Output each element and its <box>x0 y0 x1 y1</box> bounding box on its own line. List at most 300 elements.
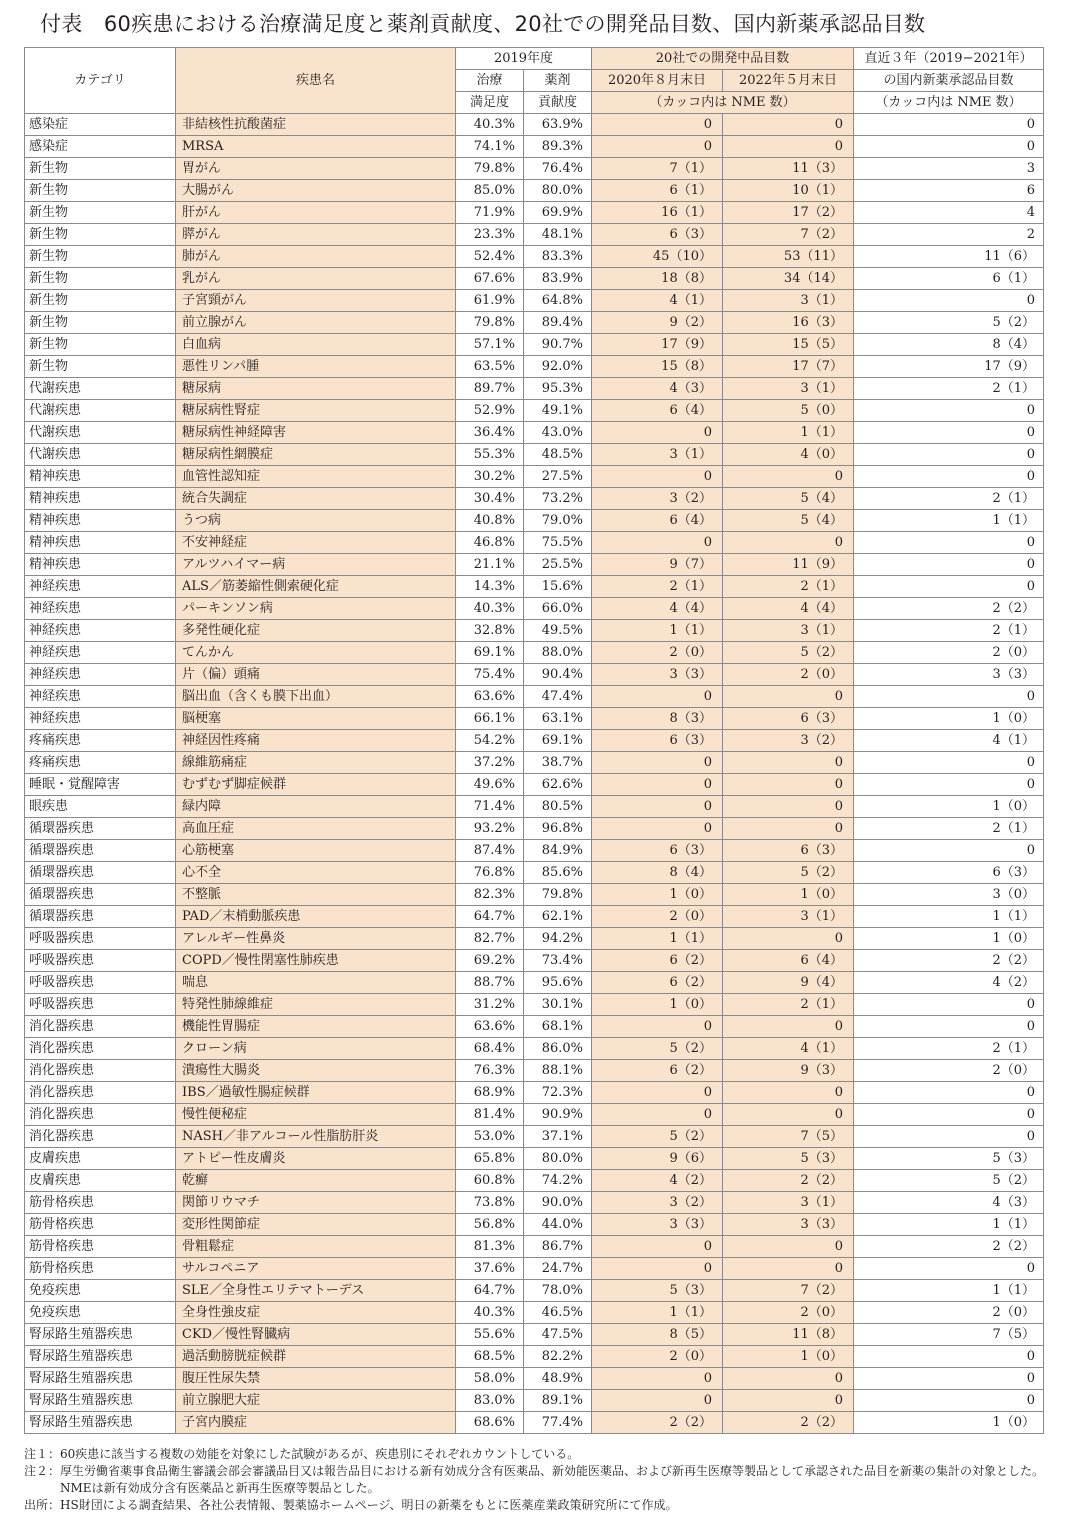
dev-2022-cell: 0 <box>723 136 854 158</box>
header-contribution-line2: 貢献度 <box>524 92 592 114</box>
table-row <box>25 818 1044 840</box>
table-row <box>25 884 1044 906</box>
disease-cell: 潰瘍性大腸炎 <box>176 1060 456 1082</box>
dev-2022-cell: 0 <box>723 1104 854 1126</box>
dev-2020-cell: 0 <box>592 532 723 554</box>
satisfaction-cell: 52.4% <box>456 246 524 268</box>
category-cell: 新生物 <box>25 334 176 356</box>
approval-cell: 0 <box>854 136 1044 158</box>
table-row <box>25 928 1044 950</box>
page-title: 付表 60疾患における治療満足度と薬剤貢献度、20社での開発品目数、国内新薬承認品目数 <box>40 12 926 36</box>
disease-cell: 特発性肺線維症 <box>176 994 456 1016</box>
disease-cell: 乳がん <box>176 268 456 290</box>
category-cell: 代謝疾患 <box>25 400 176 422</box>
contribution-cell: 69.1% <box>524 730 592 752</box>
dev-2020-cell: 3（2） <box>592 1192 723 1214</box>
contribution-cell: 74.2% <box>524 1170 592 1192</box>
dev-2020-cell: 0 <box>592 1082 723 1104</box>
approval-cell: 0 <box>854 114 1044 136</box>
table-row <box>25 378 1044 400</box>
disease-cell: 膵がん <box>176 224 456 246</box>
approval-cell: 6（3） <box>854 862 1044 884</box>
satisfaction-cell: 40.3% <box>456 598 524 620</box>
category-cell: 腎尿路生殖器疾患 <box>25 1368 176 1390</box>
disease-cell: 神経因性疼痛 <box>176 730 456 752</box>
dev-2022-cell: 2（2） <box>723 1412 854 1434</box>
satisfaction-cell: 66.1% <box>456 708 524 730</box>
disease-cell: 糖尿病性網膜症 <box>176 444 456 466</box>
dev-2022-cell: 9（3） <box>723 1060 854 1082</box>
table-row <box>25 708 1044 730</box>
approval-cell: 2（2） <box>854 1236 1044 1258</box>
contribution-cell: 89.4% <box>524 312 592 334</box>
satisfaction-cell: 76.8% <box>456 862 524 884</box>
disease-cell: 前立腺肥大症 <box>176 1390 456 1412</box>
category-cell: 神経疾患 <box>25 598 176 620</box>
dev-2020-cell: 4（4） <box>592 598 723 620</box>
dev-2020-cell: 0 <box>592 1258 723 1280</box>
dev-2022-cell: 0 <box>723 1368 854 1390</box>
dev-2020-cell: 0 <box>592 1104 723 1126</box>
dev-2020-cell: 0 <box>592 752 723 774</box>
table-row <box>25 576 1044 598</box>
dev-2022-cell: 53（11） <box>723 246 854 268</box>
table-row <box>25 862 1044 884</box>
contribution-cell: 84.9% <box>524 840 592 862</box>
satisfaction-cell: 60.8% <box>456 1170 524 1192</box>
table-row <box>25 136 1044 158</box>
satisfaction-cell: 81.4% <box>456 1104 524 1126</box>
approval-cell: 5（2） <box>854 312 1044 334</box>
table-row <box>25 224 1044 246</box>
dev-2020-cell: 3（1） <box>592 444 723 466</box>
approval-cell: 0 <box>854 774 1044 796</box>
disease-cell: 白血病 <box>176 334 456 356</box>
category-cell: 消化器疾患 <box>25 1038 176 1060</box>
dev-2020-cell: 4（2） <box>592 1170 723 1192</box>
disease-cell: 胃がん <box>176 158 456 180</box>
disease-cell: クローン病 <box>176 1038 456 1060</box>
table-row <box>25 422 1044 444</box>
table-row <box>25 488 1044 510</box>
dev-2022-cell: 5（2） <box>723 862 854 884</box>
table-row <box>25 554 1044 576</box>
dev-2020-cell: 8（5） <box>592 1324 723 1346</box>
approval-cell: 1（0） <box>854 796 1044 818</box>
header-year-2019: 2019年度 <box>456 48 592 70</box>
contribution-cell: 75.5% <box>524 532 592 554</box>
contribution-cell: 48.9% <box>524 1368 592 1390</box>
dev-2020-cell: 16（1） <box>592 202 723 224</box>
table-row <box>25 1214 1044 1236</box>
category-cell: 神経疾患 <box>25 708 176 730</box>
table-row <box>25 774 1044 796</box>
category-cell: 眼疾患 <box>25 796 176 818</box>
table-row <box>25 840 1044 862</box>
dev-2020-cell: 5（3） <box>592 1280 723 1302</box>
satisfaction-cell: 23.3% <box>456 224 524 246</box>
dev-2022-cell: 3（1） <box>723 378 854 400</box>
disease-cell: 糖尿病 <box>176 378 456 400</box>
dev-2022-cell: 1（0） <box>723 1346 854 1368</box>
dev-2020-cell: 1（0） <box>592 884 723 906</box>
approval-cell: 1（0） <box>854 1412 1044 1434</box>
dev-2020-cell: 1（0） <box>592 994 723 1016</box>
dev-2020-cell: 6（2） <box>592 1060 723 1082</box>
disease-cell: 血管性認知症 <box>176 466 456 488</box>
satisfaction-cell: 53.0% <box>456 1126 524 1148</box>
satisfaction-cell: 85.0% <box>456 180 524 202</box>
satisfaction-cell: 93.2% <box>456 818 524 840</box>
approval-cell: 0 <box>854 1390 1044 1412</box>
satisfaction-cell: 74.1% <box>456 136 524 158</box>
contribution-cell: 86.7% <box>524 1236 592 1258</box>
dev-2022-cell: 15（5） <box>723 334 854 356</box>
footnote-text: 厚生労働省薬事食品衛生審議会部会審議品目又は報告品目における新有効成分含有医薬品、新効能医薬品、および新再生医療等製品として承認された品目を新薬の集計の対象とした。NMEは新有効成分含有医薬品と新再生医療等製品とした。 <box>60 1464 1045 1495</box>
category-cell: 循環器疾患 <box>25 840 176 862</box>
contribution-cell: 89.3% <box>524 136 592 158</box>
contribution-cell: 48.1% <box>524 224 592 246</box>
satisfaction-cell: 68.5% <box>456 1346 524 1368</box>
header-dev-2020: 2020年８月末日 <box>592 70 723 92</box>
approval-cell: 8（4） <box>854 334 1044 356</box>
satisfaction-cell: 56.8% <box>456 1214 524 1236</box>
disease-cell: 機能性胃腸症 <box>176 1016 456 1038</box>
table-row <box>25 268 1044 290</box>
disease-cell: 統合失調症 <box>176 488 456 510</box>
category-cell: 皮膚疾患 <box>25 1170 176 1192</box>
contribution-cell: 69.9% <box>524 202 592 224</box>
satisfaction-cell: 83.0% <box>456 1390 524 1412</box>
table-row <box>25 906 1044 928</box>
dev-2020-cell: 9（6） <box>592 1148 723 1170</box>
dev-2022-cell: 17（7） <box>723 356 854 378</box>
footnotes <box>24 1446 1054 1514</box>
category-cell: 新生物 <box>25 312 176 334</box>
category-cell: 精神疾患 <box>25 466 176 488</box>
satisfaction-cell: 21.1% <box>456 554 524 576</box>
dev-2020-cell: 6（2） <box>592 950 723 972</box>
contribution-cell: 15.6% <box>524 576 592 598</box>
approval-cell: 2（0） <box>854 1302 1044 1324</box>
category-cell: 新生物 <box>25 202 176 224</box>
satisfaction-cell: 57.1% <box>456 334 524 356</box>
dev-2020-cell: 15（8） <box>592 356 723 378</box>
category-cell: 消化器疾患 <box>25 1060 176 1082</box>
contribution-cell: 62.6% <box>524 774 592 796</box>
dev-2020-cell: 2（1） <box>592 576 723 598</box>
category-cell: 新生物 <box>25 356 176 378</box>
category-cell: 新生物 <box>25 224 176 246</box>
satisfaction-cell: 64.7% <box>456 1280 524 1302</box>
disease-cell: 肺がん <box>176 246 456 268</box>
contribution-cell: 44.0% <box>524 1214 592 1236</box>
approval-cell: 2（1） <box>854 378 1044 400</box>
dev-2022-cell: 0 <box>723 114 854 136</box>
contribution-cell: 66.0% <box>524 598 592 620</box>
satisfaction-cell: 75.4% <box>456 664 524 686</box>
contribution-cell: 62.1% <box>524 906 592 928</box>
contribution-cell: 78.0% <box>524 1280 592 1302</box>
dev-2020-cell: 2（2） <box>592 1412 723 1434</box>
approval-cell: 6 <box>854 180 1044 202</box>
dev-2022-cell: 6（4） <box>723 950 854 972</box>
contribution-cell: 77.4% <box>524 1412 592 1434</box>
satisfaction-cell: 63.6% <box>456 686 524 708</box>
category-cell: 筋骨格疾患 <box>25 1236 176 1258</box>
dev-2020-cell: 0 <box>592 422 723 444</box>
contribution-cell: 49.5% <box>524 620 592 642</box>
disease-cell: 肝がん <box>176 202 456 224</box>
disease-cell: MRSA <box>176 136 456 158</box>
header-contribution-line1: 薬剤 <box>524 70 592 92</box>
category-cell: 消化器疾患 <box>25 1016 176 1038</box>
satisfaction-cell: 40.8% <box>456 510 524 532</box>
disease-cell: PAD／末梢動脈疾患 <box>176 906 456 928</box>
category-cell: 新生物 <box>25 180 176 202</box>
table-row <box>25 1170 1044 1192</box>
dev-2020-cell: 3（3） <box>592 1214 723 1236</box>
approval-cell: 0 <box>854 422 1044 444</box>
approval-cell: 0 <box>854 1368 1044 1390</box>
approval-cell: 3（3） <box>854 664 1044 686</box>
disease-cell: 喘息 <box>176 972 456 994</box>
approval-cell: 0 <box>854 1346 1044 1368</box>
contribution-cell: 30.1% <box>524 994 592 1016</box>
table-row <box>25 334 1044 356</box>
dev-2022-cell: 3（1） <box>723 1192 854 1214</box>
table-row <box>25 1236 1044 1258</box>
dev-2020-cell: 0 <box>592 1236 723 1258</box>
satisfaction-cell: 55.3% <box>456 444 524 466</box>
table-row <box>25 1324 1044 1346</box>
contribution-cell: 43.0% <box>524 422 592 444</box>
dev-2020-cell: 2（0） <box>592 642 723 664</box>
disease-cell: 線維筋痛症 <box>176 752 456 774</box>
contribution-cell: 90.4% <box>524 664 592 686</box>
dev-2022-cell: 0 <box>723 1258 854 1280</box>
satisfaction-cell: 32.8% <box>456 620 524 642</box>
disease-cell: 脳梗塞 <box>176 708 456 730</box>
contribution-cell: 64.8% <box>524 290 592 312</box>
satisfaction-cell: 30.4% <box>456 488 524 510</box>
table-row <box>25 356 1044 378</box>
approval-cell: 2（1） <box>854 620 1044 642</box>
satisfaction-cell: 52.9% <box>456 400 524 422</box>
approval-cell: 1（1） <box>854 510 1044 532</box>
dev-2020-cell: 0 <box>592 1016 723 1038</box>
table-row <box>25 180 1044 202</box>
table-row <box>25 1060 1044 1082</box>
satisfaction-cell: 14.3% <box>456 576 524 598</box>
disease-cell: 過活動膀胱症候群 <box>176 1346 456 1368</box>
contribution-cell: 63.1% <box>524 708 592 730</box>
contribution-cell: 68.1% <box>524 1016 592 1038</box>
header-dev-group: 20社での開発中品目数 <box>592 48 854 70</box>
approval-cell: 0 <box>854 1258 1044 1280</box>
table-row <box>25 994 1044 1016</box>
satisfaction-cell: 89.7% <box>456 378 524 400</box>
contribution-cell: 73.2% <box>524 488 592 510</box>
dev-2020-cell: 0 <box>592 1390 723 1412</box>
dev-2020-cell: 2（0） <box>592 906 723 928</box>
table-row <box>25 642 1044 664</box>
category-cell: 腎尿路生殖器疾患 <box>25 1346 176 1368</box>
table-row <box>25 950 1044 972</box>
approval-cell: 5（2） <box>854 1170 1044 1192</box>
disease-cell: 心不全 <box>176 862 456 884</box>
footnote-label: 注２： <box>24 1464 61 1478</box>
dev-2020-cell: 0 <box>592 136 723 158</box>
header-approval-line1: 直近３年（2019−2021年） <box>854 48 1044 70</box>
approval-cell: 2（1） <box>854 488 1044 510</box>
disease-cell: 非結核性抗酸菌症 <box>176 114 456 136</box>
dev-2020-cell: 1（1） <box>592 1302 723 1324</box>
contribution-cell: 72.3% <box>524 1082 592 1104</box>
approval-cell: 0 <box>854 444 1044 466</box>
dev-2020-cell: 0 <box>592 466 723 488</box>
dev-2020-cell: 8（3） <box>592 708 723 730</box>
table-row <box>25 202 1044 224</box>
satisfaction-cell: 30.2% <box>456 466 524 488</box>
disease-cell: COPD／慢性閉塞性肺疾患 <box>176 950 456 972</box>
approval-cell: 4（3） <box>854 1192 1044 1214</box>
approval-cell: 6（1） <box>854 268 1044 290</box>
dev-2022-cell: 6（3） <box>723 708 854 730</box>
disease-cell: 心筋梗塞 <box>176 840 456 862</box>
approval-cell: 0 <box>854 840 1044 862</box>
contribution-cell: 88.0% <box>524 642 592 664</box>
approval-cell: 1（1） <box>854 1280 1044 1302</box>
disease-cell: 糖尿病性神経障害 <box>176 422 456 444</box>
header-dev-2022: 2022年５月末日 <box>723 70 854 92</box>
category-cell: 睡眠・覚醒障害 <box>25 774 176 796</box>
dev-2020-cell: 0 <box>592 796 723 818</box>
approval-cell: 2（1） <box>854 818 1044 840</box>
table-row <box>25 620 1044 642</box>
table-header <box>25 48 1044 114</box>
footnote-text: HS財団による調査結果、各社公表情報、製薬協ホームページ、明日の新薬をもとに医薬産業政策研究所にて作成。 <box>60 1498 678 1512</box>
dev-2020-cell: 0 <box>592 1368 723 1390</box>
contribution-cell: 37.1% <box>524 1126 592 1148</box>
satisfaction-cell: 79.8% <box>456 312 524 334</box>
category-cell: 免疫疾患 <box>25 1302 176 1324</box>
satisfaction-cell: 63.5% <box>456 356 524 378</box>
approval-cell: 2（0） <box>854 1060 1044 1082</box>
disease-cell: 大腸がん <box>176 180 456 202</box>
disease-cell: ALS／筋萎縮性側索硬化症 <box>176 576 456 598</box>
satisfaction-cell: 61.9% <box>456 290 524 312</box>
contribution-cell: 90.7% <box>524 334 592 356</box>
contribution-cell: 48.5% <box>524 444 592 466</box>
disease-cell: 不安神経症 <box>176 532 456 554</box>
satisfaction-cell: 68.6% <box>456 1412 524 1434</box>
category-cell: 神経疾患 <box>25 686 176 708</box>
disease-cell: 子宮頸がん <box>176 290 456 312</box>
table-row <box>25 1412 1044 1434</box>
approval-cell: 2（1） <box>854 1038 1044 1060</box>
disease-cell: 慢性便秘症 <box>176 1104 456 1126</box>
table-row <box>25 532 1044 554</box>
dev-2022-cell: 5（2） <box>723 642 854 664</box>
satisfaction-cell: 67.6% <box>456 268 524 290</box>
contribution-cell: 88.1% <box>524 1060 592 1082</box>
contribution-cell: 24.7% <box>524 1258 592 1280</box>
dev-2022-cell: 2（1） <box>723 994 854 1016</box>
dev-2022-cell: 11（3） <box>723 158 854 180</box>
approval-cell: 0 <box>854 400 1044 422</box>
dev-2022-cell: 16（3） <box>723 312 854 334</box>
disease-cell: アトピー性皮膚炎 <box>176 1148 456 1170</box>
disease-cell: うつ病 <box>176 510 456 532</box>
contribution-cell: 73.4% <box>524 950 592 972</box>
table-row <box>25 1038 1044 1060</box>
disease-cell: 糖尿病性腎症 <box>176 400 456 422</box>
dev-2020-cell: 6（4） <box>592 400 723 422</box>
category-cell: 呼吸器疾患 <box>25 972 176 994</box>
approval-cell: 0 <box>854 1082 1044 1104</box>
satisfaction-cell: 40.3% <box>456 114 524 136</box>
dev-2022-cell: 10（1） <box>723 180 854 202</box>
dev-2022-cell: 7（2） <box>723 1280 854 1302</box>
approval-cell: 0 <box>854 554 1044 576</box>
disease-cell: 前立腺がん <box>176 312 456 334</box>
approval-cell: 1（1） <box>854 906 1044 928</box>
contribution-cell: 49.1% <box>524 400 592 422</box>
disease-cell: 高血圧症 <box>176 818 456 840</box>
disease-cell: 脳出血（含くも膜下出血） <box>176 686 456 708</box>
disease-cell: 関節リウマチ <box>176 1192 456 1214</box>
dev-2020-cell: 8（4） <box>592 862 723 884</box>
dev-2022-cell: 17（2） <box>723 202 854 224</box>
approval-cell: 7（5） <box>854 1324 1044 1346</box>
approval-cell: 5（3） <box>854 1148 1044 1170</box>
disease-cell: 片（偏）頭痛 <box>176 664 456 686</box>
category-cell: 腎尿路生殖器疾患 <box>25 1324 176 1346</box>
category-cell: 腎尿路生殖器疾患 <box>25 1390 176 1412</box>
contribution-cell: 63.9% <box>524 114 592 136</box>
approval-cell: 0 <box>854 1016 1044 1038</box>
contribution-cell: 94.2% <box>524 928 592 950</box>
contribution-cell: 27.5% <box>524 466 592 488</box>
approval-cell: 11（6） <box>854 246 1044 268</box>
contribution-cell: 92.0% <box>524 356 592 378</box>
table-row <box>25 1258 1044 1280</box>
satisfaction-cell: 69.1% <box>456 642 524 664</box>
disease-cell: 多発性硬化症 <box>176 620 456 642</box>
category-cell: 呼吸器疾患 <box>25 950 176 972</box>
contribution-cell: 95.3% <box>524 378 592 400</box>
satisfaction-cell: 55.6% <box>456 1324 524 1346</box>
contribution-cell: 47.5% <box>524 1324 592 1346</box>
dev-2020-cell: 4（3） <box>592 378 723 400</box>
dev-2022-cell: 0 <box>723 532 854 554</box>
dev-2022-cell: 1（1） <box>723 422 854 444</box>
approval-cell: 4 <box>854 202 1044 224</box>
disease-cell: SLE／全身性エリテマトーデス <box>176 1280 456 1302</box>
satisfaction-cell: 69.2% <box>456 950 524 972</box>
dev-2022-cell: 2（0） <box>723 664 854 686</box>
satisfaction-cell: 37.6% <box>456 1258 524 1280</box>
table-row <box>25 1280 1044 1302</box>
dev-2020-cell: 0 <box>592 818 723 840</box>
dev-2020-cell: 2（0） <box>592 1346 723 1368</box>
dev-2022-cell: 5（4） <box>723 510 854 532</box>
approval-cell: 1（0） <box>854 928 1044 950</box>
satisfaction-cell: 58.0% <box>456 1368 524 1390</box>
dev-2022-cell: 0 <box>723 752 854 774</box>
dev-2022-cell: 5（3） <box>723 1148 854 1170</box>
